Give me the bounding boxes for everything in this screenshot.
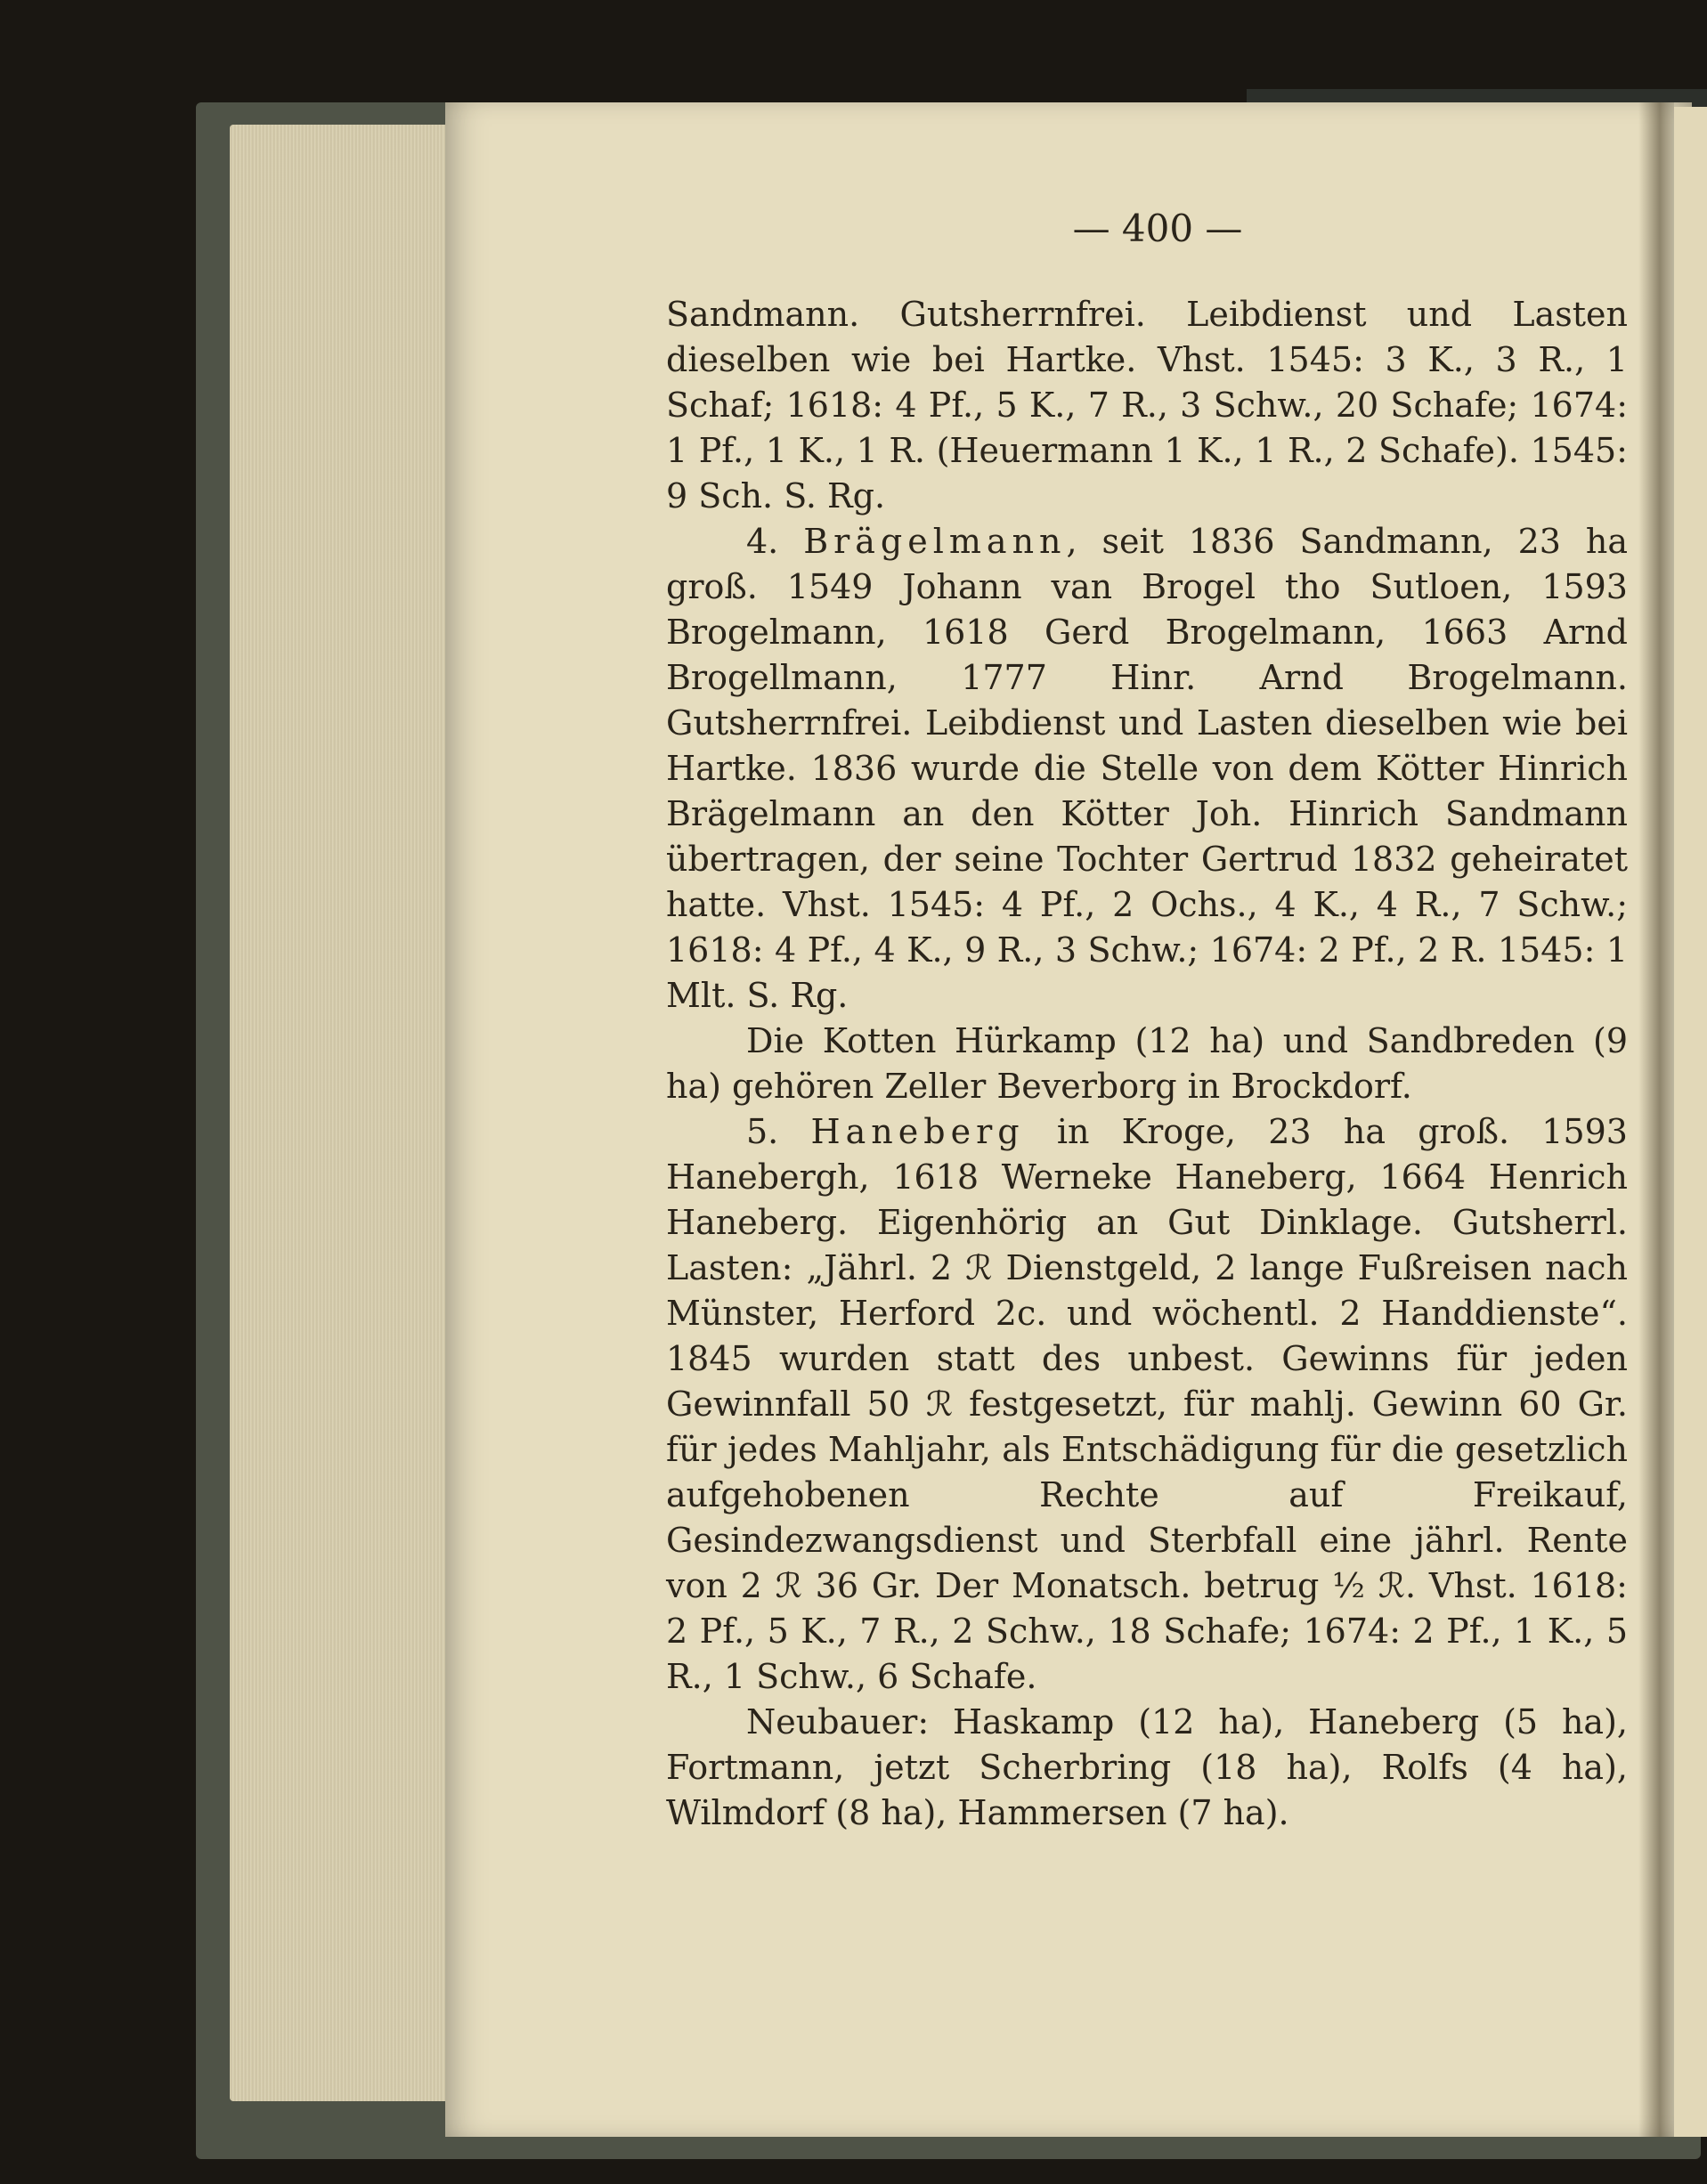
page-number: — 400 —	[1072, 207, 1243, 250]
entry-name: Haneberg	[810, 1112, 1025, 1151]
page-text	[666, 292, 1628, 1836]
paragraph-4	[666, 1109, 1628, 1700]
paragraph-3: Die Kotten Hürkamp (12 ha) und Sandbreden (9 ha) gehören Zeller Beverborg in Brockdorf.	[666, 1021, 1628, 1106]
entry-number: 5.	[746, 1112, 779, 1151]
entry-text: in Kroge, 23 ha groß. 1593 Hanebergh, 1618 Werneke Haneberg, 1664 Henrich Haneberg. Eigenhörig an Gut Dinklage. Gutsherrl. Lasten: „Jährl. 2 ℛ︁ Dienstgeld, 2 lange Fußreisen nach Münster, Herford 2c. und wöchentl. 2 Handdienste“. 1845 wurden statt des unbest. Gewinns für jeden Gewinnfall 50 ℛ︁ festgesetzt, für mahlj. Gewinn 60 Gr. für jedes Mahljahr, als Entschädigung für die gesetzlich aufgehobenen Rechte auf Freikauf, Gesindezwangsdienst und Sterbfall eine jährl. Rente von 2 ℛ︁ 36 Gr. Der Monatsch. betrug ½ ℛ︁. Vhst. 1618: 2 Pf., 5 K., 7 R., 2 Schw., 18 Schafe; 1674: 2 Pf., 1 K., 5 R., 1 Schw., 6 Schafe.	[666, 1112, 1628, 1696]
entry-number: 4.	[746, 522, 779, 561]
paragraph-2	[666, 519, 1628, 1019]
paragraph-1: Sandmann. Gutsherrnfrei. Leibdienst und Lasten dieselben wie bei Hartke. Vhst. 1545: 3 K., 3 R., 1 Schaf; 1618: 4 Pf., 5 K., 7 R., 3 Schw., 20 Schafe; 1674: 1 Pf., 1 K., 1 R. (Heuermann 1 K., 1 R., 2 Schafe). 1545: 9 Sch. S. Rg.	[666, 295, 1628, 516]
page-gutter	[1638, 102, 1674, 2137]
facing-page-edge	[1674, 107, 1707, 2137]
entry-name: Brägelmann	[803, 522, 1067, 561]
paragraph-5: Neubauer: Haskamp (12 ha), Haneberg (5 ha), Fortmann, jetzt Scherbring (18 ha), Rolfs (4 ha), Wilmdorf (8 ha), Hammersen (7 ha).	[666, 1702, 1628, 1832]
entry-text: , seit 1836 Sandmann, 23 ha groß. 1549 Johann van Brogel tho Sutloen, 1593 Brogelmann, 1618 Gerd Brogelmann, 1663 Arnd Brogellmann, 1777 Hinr. Arnd Brogelmann. Gutsherrnfrei. Leibdienst und Lasten dieselben wie bei Hartke. 1836 wurde die Stelle von dem Kötter Hinrich Brägelmann an den Kötter Joh. Hinrich Sandmann übertragen, der seine Tochter Gertrud 1832 geheiratet hatte. Vhst. 1545: 4 Pf., 2 Ochs., 4 K., 4 R., 7 Schw.; 1618: 4 Pf., 4 K., 9 R., 3 Schw.; 1674: 2 Pf., 2 R. 1545: 1 Mlt. S. Rg.	[666, 522, 1628, 1015]
